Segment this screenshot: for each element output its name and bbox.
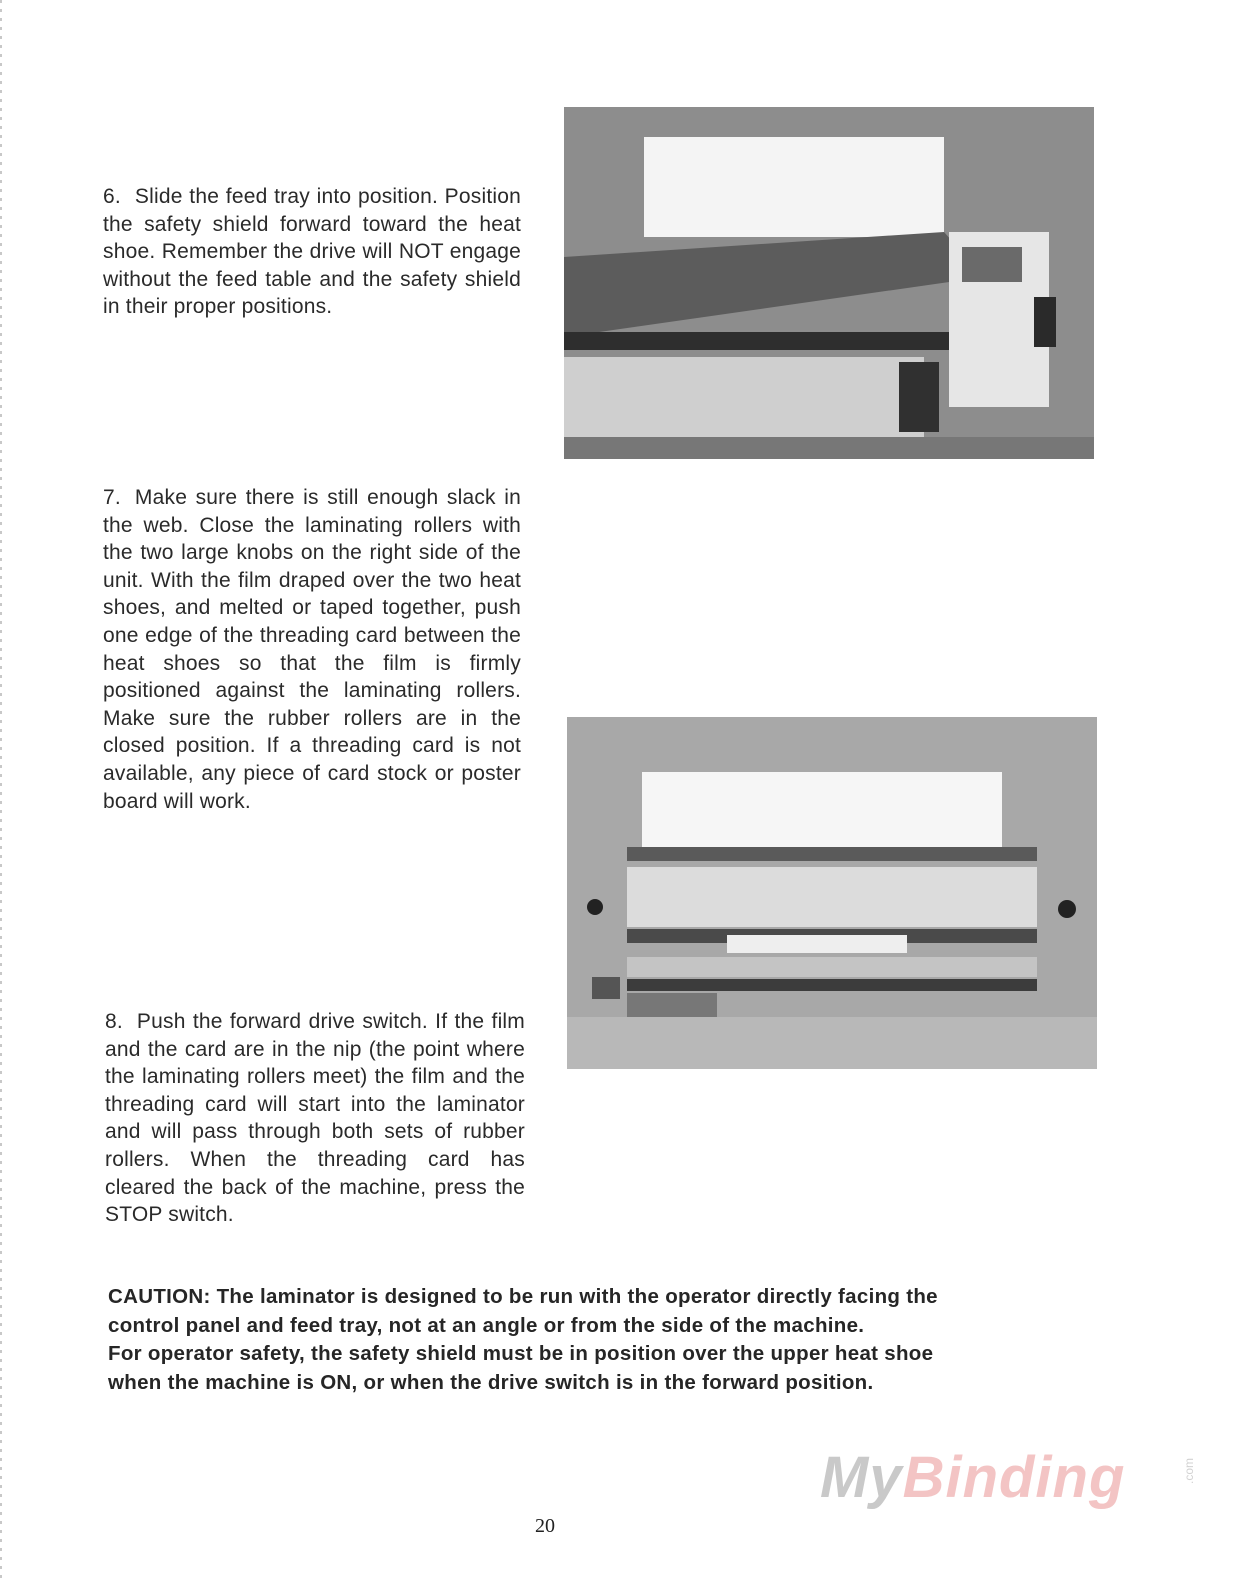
step-6-text: Slide the feed tray into position. Position the safety shield forward toward the heat shoe. Remember the drive will NOT engage without the feed table and the safety shield in their proper positions. [103, 185, 521, 319]
mybinding-watermark [820, 1440, 1200, 1520]
step-7-text: Make sure there is still enough slack in the web. Close the laminating rollers with the two large knobs on the right side of the unit. With the film draped over the two heat shoes, and melted or taped together, push one edge of the threading card between the heat shoes so that the film is firmly positioned against the laminating rollers. Make sure the rubber rollers are in the closed position. If a threading card is not available, any piece of card stock or poster board will work. [103, 486, 521, 813]
caution-notice [108, 1283, 982, 1397]
scan-edge [0, 0, 2, 1582]
watermark-logo-text [820, 1446, 1125, 1510]
watermark-my: My [820, 1445, 903, 1510]
photo-feed-tray-safety-shield [564, 107, 1094, 459]
step-6-number: 6. [103, 185, 121, 208]
caution-text: CAUTION: The laminator is designed to be run with the operator directly facing the control panel and feed tray, not at an angle or from the side of the machine. [108, 1285, 938, 1337]
watermark-com: .com [1182, 1457, 1197, 1485]
step-7 [103, 484, 521, 815]
step-8-text: Push the forward drive switch. If the film and the card are in the nip (the point where the laminating rollers meet) the film and the threading card will start into the laminator and will pass through both sets of rubber rollers. When the threading card has cleared the back of the machine, press the STOP switch. [105, 1010, 525, 1227]
safety-text: For operator safety, the safety shield must be in position over the upper heat shoe when the machine is ON, or when the drive switch is in the forward position. [108, 1342, 934, 1394]
watermark-binding: Binding [902, 1445, 1126, 1510]
step-7-number: 7. [103, 486, 121, 509]
laminator-photo-1-illustration [564, 107, 1094, 459]
laminator-photo-2-illustration [567, 717, 1097, 1069]
step-6 [103, 183, 521, 321]
step-8-number: 8. [105, 1010, 123, 1033]
step-8 [105, 1008, 525, 1229]
photo-laminating-rollers [567, 717, 1097, 1069]
page-number: 20 [535, 1515, 555, 1537]
